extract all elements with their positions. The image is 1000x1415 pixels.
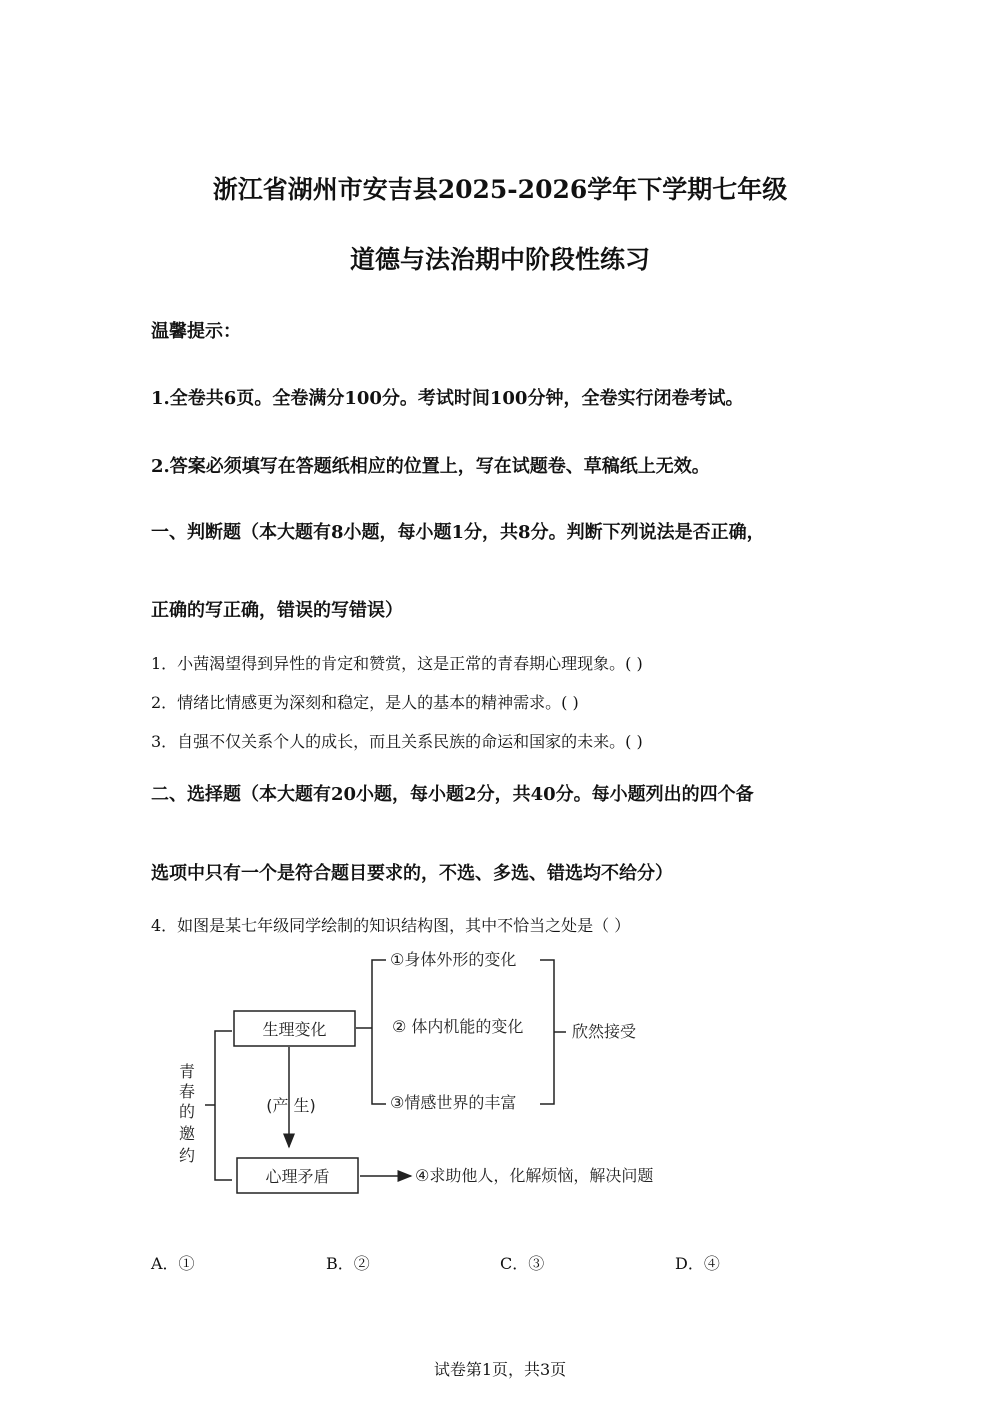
option-b: B．②: [326, 1254, 370, 1273]
section2-heading-line1: 二、选择题（本大题有20小题，每小题2分，共40分。每小题列出的四个备: [151, 784, 754, 805]
tips-item-1: 1.全卷共6页。全卷满分100分。考试时间100分钟，全卷实行闭卷考试。: [151, 388, 744, 409]
question-1: 1．小茜渴望得到异性的肯定和赞赏，这是正常的青春期心理现象。( ): [151, 654, 643, 673]
branch-3: ③情感世界的丰富: [390, 1093, 517, 1112]
tips-item-2: 2.答案必须填写在答题纸相应的位置上，写在试题卷、草稿纸上无效。: [151, 456, 710, 477]
branch-1: ①身体外形的变化: [390, 950, 517, 969]
page-footer: 试卷第1页，共3页: [433, 1360, 567, 1379]
box-psych-conflict-label: 心理矛盾: [265, 1167, 330, 1186]
option-c: C．③: [500, 1254, 545, 1273]
branch-bracket-right: [540, 960, 554, 1104]
root-char-5: 约: [178, 1146, 196, 1165]
option-d: D．④: [675, 1254, 720, 1273]
root-char-3: 的: [178, 1102, 196, 1121]
exam-title-line1: 浙江省湖州市安吉县2025-2026学年下学期七年级: [212, 175, 788, 204]
section1-heading-line2: 正确的写正确，错误的写错误）: [151, 600, 403, 621]
box-physical-change-label: 生理变化: [262, 1020, 327, 1039]
branch-bracket-left: [372, 960, 386, 1104]
root-char-4: 邀: [178, 1124, 196, 1143]
option-a: A．①: [151, 1254, 195, 1273]
root-char-2: 春: [178, 1082, 196, 1101]
section2-heading-line2: 选项中只有一个是符合题目要求的，不选、多选、错选均不给分）: [151, 863, 673, 884]
exam-title-line2: 道德与法治期中阶段性练习: [349, 245, 650, 274]
tips-heading: 温馨提示：: [151, 321, 241, 342]
branch-2: ② 体内机能的变化: [392, 1017, 524, 1036]
branch-4: ④求助他人，化解烦恼，解决问题: [415, 1166, 654, 1185]
question-3: 3．自强不仅关系个人的成长，而且关系民族的命运和国家的未来。( ): [151, 732, 643, 751]
produce-arrow-label: (产 生): [266, 1096, 316, 1115]
question-4: 4．如图是某七年级同学绘制的知识结构图，其中不恰当之处是（ ）: [151, 916, 631, 935]
root-char-1: 青: [178, 1062, 196, 1081]
root-bracket: [215, 1031, 232, 1180]
accept-label: 欣然接受: [572, 1022, 637, 1041]
question-2: 2．情绪比情感更为深刻和稳定，是人的基本的精神需求。( ): [151, 693, 579, 712]
section1-heading-line1: 一、判断题（本大题有8小题，每小题1分，共8分。判断下列说法是否正确，: [151, 522, 765, 543]
